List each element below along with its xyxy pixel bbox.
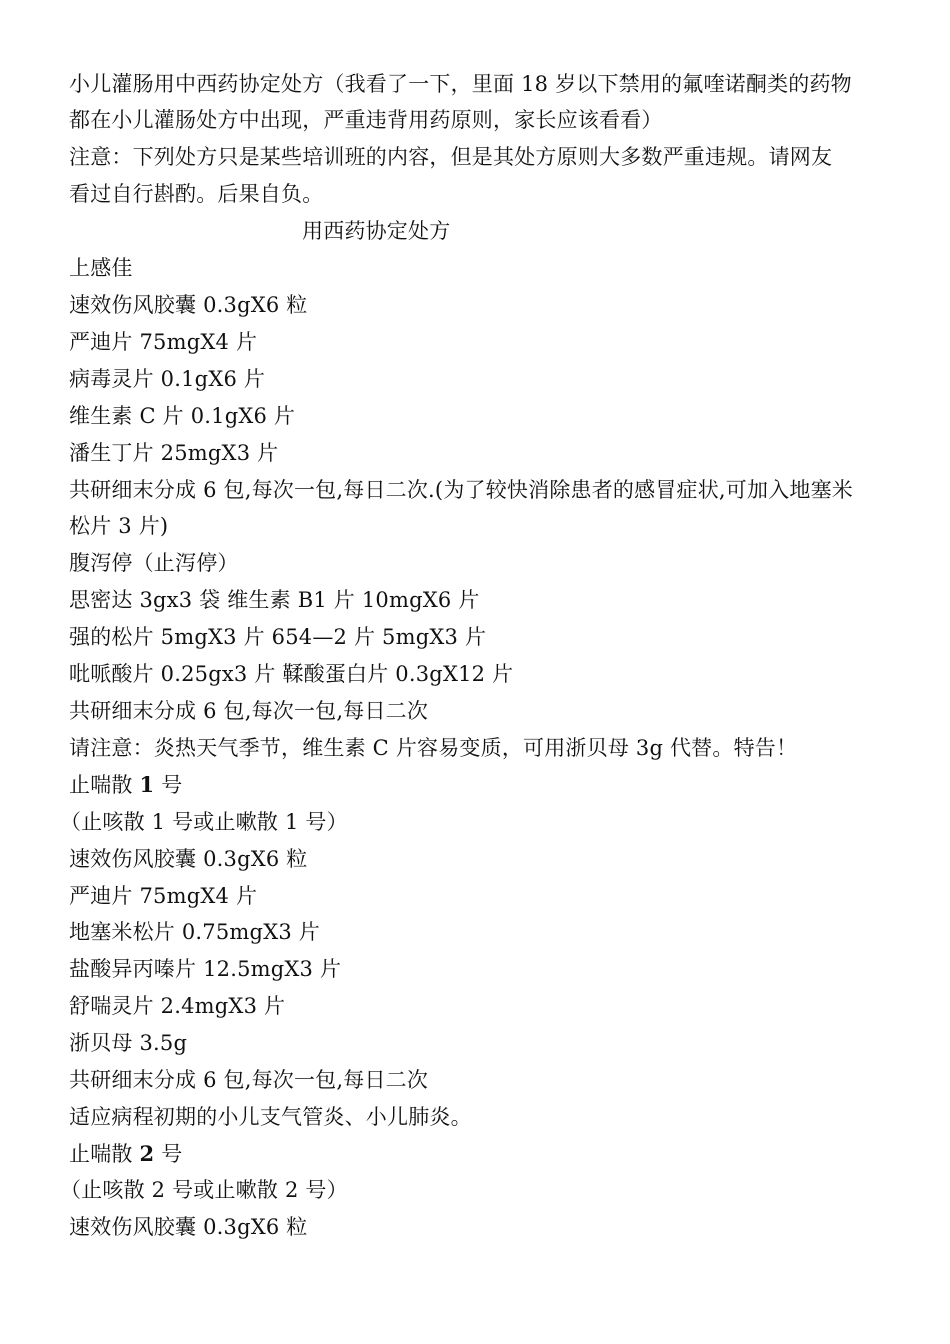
- prescription-alias: （止咳散 2 号或止嗽散 2 号）: [60, 1178, 348, 1202]
- prescription-name-prefix: 止喘散: [69, 1142, 133, 1166]
- intro-text-line-2: 都在小儿灌肠处方中出现，严重违背用药原则，家长应该看看）: [69, 108, 663, 132]
- prescription-item: 病毒灵片 0.1gX6 片: [69, 367, 266, 391]
- prescription-item: 维生素 C 片 0.1gX6 片: [69, 404, 296, 428]
- prescription-instructions: 共研细末分成 6 包,每次一包,每日二次: [69, 699, 429, 723]
- prescription-item: 潘生丁片 25mgX3 片: [69, 441, 279, 465]
- prescription-alias: （止咳散 1 号或止嗽散 1 号）: [60, 810, 348, 834]
- prescription-item: 速效伤风胶囊 0.3gX6 粒: [69, 293, 308, 317]
- prescription-number: 1: [139, 772, 155, 797]
- prescription-name: 上感佳: [69, 256, 133, 280]
- prescription-name-prefix: 止喘散: [69, 773, 133, 797]
- prescription-item: 速效伤风胶囊 0.3gX6 粒: [69, 1215, 308, 1239]
- note-text-line-1: 注意：下列处方只是某些培训班的内容，但是其处方原则大多数严重违规。请网友: [69, 145, 833, 169]
- prescription-instructions: 松片 3 片): [69, 514, 169, 538]
- prescription-instructions: 共研细末分成 6 包,每次一包,每日二次: [69, 1068, 429, 1092]
- prescription-name: 腹泻停（止泻停）: [69, 551, 239, 575]
- prescription-number: 2: [139, 1141, 155, 1166]
- prescription-item: 严迪片 75mgX4 片: [69, 330, 258, 354]
- prescription-name-suffix: 号: [161, 773, 183, 797]
- prescription-indication: 适应病程初期的小儿支气管炎、小儿肺炎。: [69, 1105, 472, 1129]
- section-title: 用西药协定处方: [302, 219, 451, 243]
- prescription-item: 严迪片 75mgX4 片: [69, 884, 258, 908]
- note-text-line-2: 看过自行斟酌。后果自负。: [69, 182, 324, 206]
- prescription-warning: 请注意：炎热天气季节，维生素 C 片容易变质，可用浙贝母 3g 代替。特告！: [69, 736, 798, 760]
- prescription-instructions: 共研细末分成 6 包,每次一包,每日二次.(为了较快消除患者的感冒症状,可加入地塞米: [69, 478, 854, 502]
- prescription-item: 思密达 3gx3 袋 维生素 B1 片 10mgX6 片: [69, 588, 480, 612]
- intro-text-line-1: 小儿灌肠用中西药协定处方（我看了一下，里面 18 岁以下禁用的氟喹诺酮类的药物: [69, 72, 852, 96]
- prescription-item: 速效伤风胶囊 0.3gX6 粒: [69, 847, 308, 871]
- prescription-item: 浙贝母 3.5g: [69, 1031, 188, 1055]
- prescription-item: 强的松片 5mgX3 片 654—2 片 5mgX3 片: [69, 625, 487, 649]
- prescription-item: 盐酸异丙嗪片 12.5mgX3 片: [69, 957, 342, 981]
- prescription-item: 舒喘灵片 2.4mgX3 片: [69, 994, 286, 1018]
- prescription-item: 吡哌酸片 0.25gx3 片 鞣酸蛋白片 0.3gX12 片: [69, 662, 514, 686]
- prescription-name-suffix: 号: [161, 1142, 183, 1166]
- prescription-item: 地塞米松片 0.75mgX3 片: [69, 920, 320, 944]
- prescription-name: [69, 1140, 182, 1168]
- prescription-name: [69, 771, 182, 799]
